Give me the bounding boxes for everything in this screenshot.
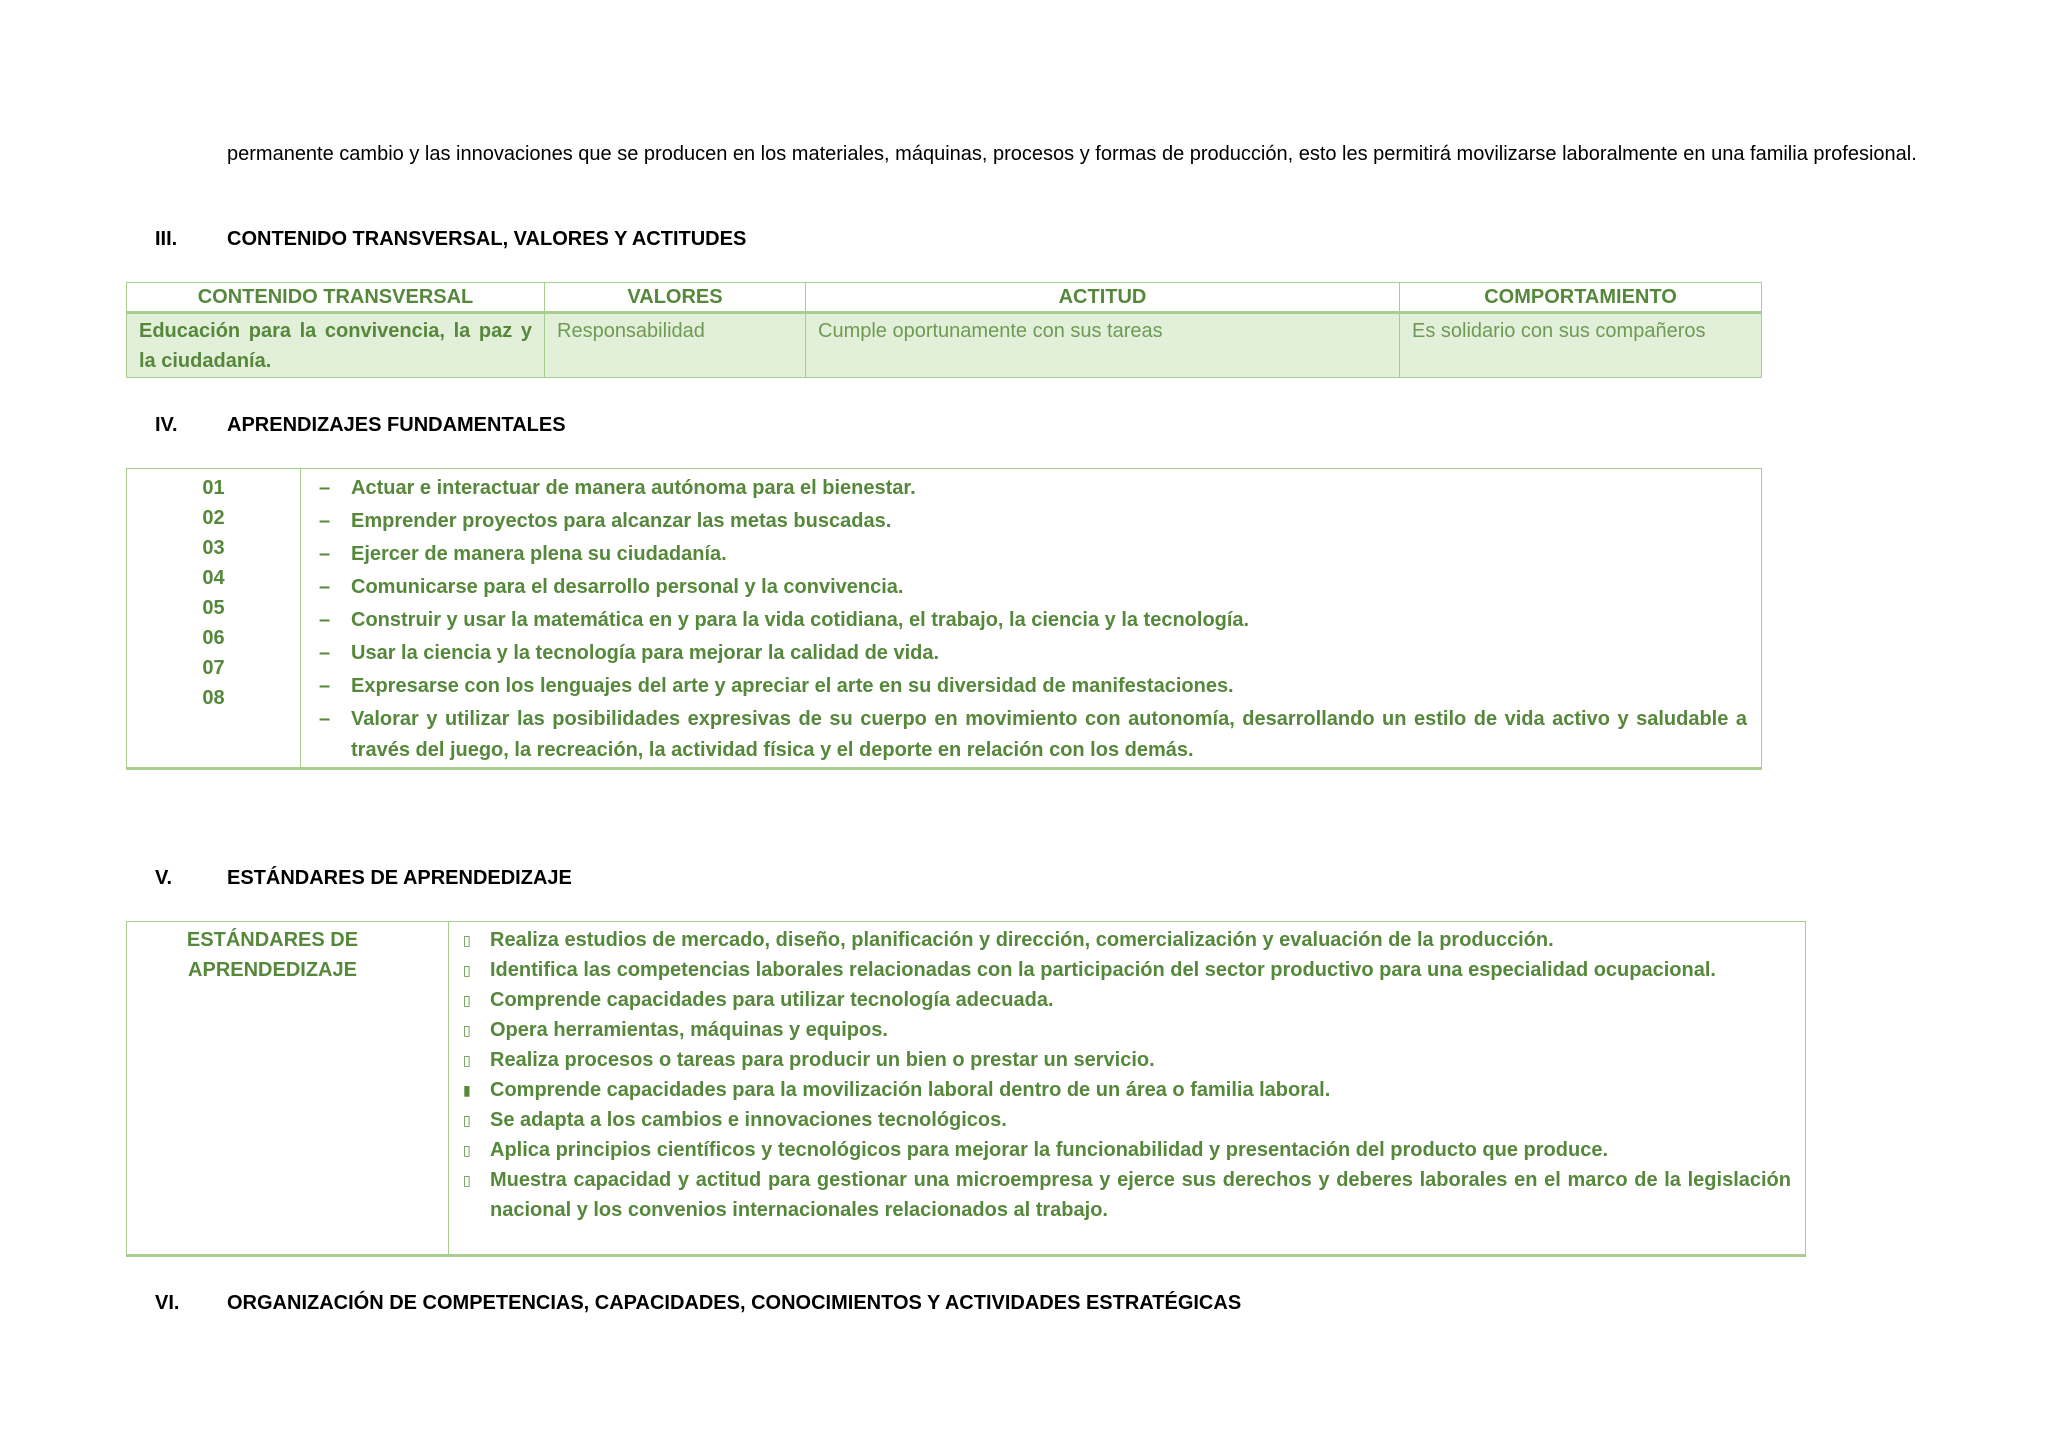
estandares-label-cell (127, 922, 449, 1254)
dash-bullet-icon: – (319, 609, 331, 631)
number-07: 07 (202, 657, 225, 679)
estandares-label: ESTÁNDARES DE APRENDEDIZAJE (186, 929, 359, 981)
aprendizajes-numbers (127, 469, 301, 767)
section-6-heading (155, 1289, 1241, 1317)
dash-bullet-icon: – (319, 510, 331, 532)
section-3-number: III. (155, 227, 178, 250)
square-bullet-icon: ▯ (463, 1142, 471, 1158)
list-item: ▮ Comprende capacidades para la movilización laboral dentro de un área o familia laboral. (463, 1075, 1791, 1105)
cell-actitud: Cumple oportunamente con sus tareas (806, 314, 1400, 377)
header-actitud: ACTITUD (806, 283, 1400, 311)
number-08: 08 (202, 687, 225, 709)
dash-bullet-icon: – (319, 576, 331, 598)
list-item: – Ejercer de manera plena su ciudadanía. (319, 539, 1747, 570)
square-bullet-icon: ▯ (463, 992, 471, 1008)
list-item: – Valorar y utilizar las posibilidades expresivas de su cuerpo en movimiento con autonomía, desarrollando un estilo de vida activo y saludable a través del juego, la recreación, la actividad física y el deporte en relación con los demás. (319, 704, 1747, 766)
square-bullet-icon: ▯ (463, 1052, 471, 1068)
list-item: ▯ Se adapta a los cambios e innovaciones tecnológicos. (463, 1105, 1791, 1135)
section-3-title: CONTENIDO TRANSVERSAL, VALORES Y ACTITUDES (227, 227, 747, 250)
section-3-heading (155, 225, 746, 253)
list-item: ▯ Identifica las competencias laborales relacionadas con la participación del sector productivo para una especialidad ocupacional. (463, 955, 1791, 985)
list-item: ▯ Realiza procesos o tareas para producir un bien o prestar un servicio. (463, 1045, 1791, 1075)
aprendizajes-list (319, 473, 1747, 768)
dash-bullet-icon: – (319, 642, 331, 664)
square-bullet-icon: ▯ (463, 1112, 471, 1128)
estandares-table (126, 921, 1806, 1257)
intro-paragraph: permanente cambio y las innovaciones que se producen en los materiales, máquinas, procesos y formas de producción, esto les permitirá movilizarse laboralmente en una familia profesional. (227, 143, 1917, 165)
section-5-title: ESTÁNDARES DE APRENDEDIZAJE (227, 866, 572, 889)
square-bullet-icon: ▯ (463, 962, 471, 978)
transversal-table (126, 282, 1762, 378)
header-comportamiento: COMPORTAMIENTO (1484, 285, 1677, 308)
list-item: ▯ Realiza estudios de mercado, diseño, planificación y dirección, comercialización y evaluación de la producción. (463, 925, 1791, 955)
number-05: 05 (202, 597, 225, 619)
cell-valores: Responsabilidad (545, 314, 806, 377)
cell-comportamiento: Es solidario con sus compañeros (1412, 320, 1706, 342)
square-bullet-icon: ▯ (463, 1172, 471, 1188)
estandares-list (463, 925, 1791, 1225)
section-6-number: VI. (155, 1291, 180, 1314)
number-04: 04 (202, 567, 225, 589)
list-item: ▯ Aplica principios científicos y tecnológicos para mejorar la funcionabilidad y presentación del producto que produce. (463, 1135, 1791, 1165)
list-item: ▯ Muestra capacidad y actitud para gestionar una microempresa y ejerce sus derechos y deberes laborales en el marco de la legislación nacional y los convenios internacionales relacionados al trabajo. (463, 1165, 1791, 1225)
square-bullet-icon: ▯ (463, 1022, 471, 1038)
dash-bullet-icon: – (319, 708, 331, 730)
list-item: – Expresarse con los lenguajes del arte y apreciar el arte en su diversidad de manifestaciones. (319, 671, 1747, 702)
header-contenido: CONTENIDO TRANSVERSAL (127, 283, 545, 311)
section-4-number: IV. (155, 413, 178, 436)
number-02: 02 (202, 507, 225, 529)
number-03: 03 (202, 537, 225, 559)
aprendizajes-table (126, 468, 1762, 770)
list-item: – Comunicarse para el desarrollo personal y la convivencia. (319, 572, 1747, 603)
section-5-number: V. (155, 866, 173, 889)
transversal-table-header (127, 283, 1761, 314)
dash-bullet-icon: – (319, 675, 331, 697)
list-item: ▯ Comprende capacidades para utilizar tecnología adecuada. (463, 985, 1791, 1015)
dash-bullet-icon: – (319, 543, 331, 565)
transversal-table-row (127, 314, 1761, 377)
section-5-heading (155, 864, 572, 892)
square-bullet-icon: ▮ (463, 1082, 471, 1098)
square-bullet-icon: ▯ (463, 932, 471, 948)
dash-bullet-icon: – (319, 477, 331, 499)
number-01: 01 (202, 477, 225, 499)
header-valores: VALORES (545, 283, 806, 311)
section-4-title: APRENDIZAJES FUNDAMENTALES (227, 413, 566, 436)
cell-contenido: Educación para la convivencia, la paz y la ciudadanía. (127, 314, 545, 377)
section-4-heading (155, 411, 566, 439)
number-06: 06 (202, 627, 225, 649)
list-item: – Usar la ciencia y la tecnología para mejorar la calidad de vida. (319, 638, 1747, 669)
list-item: – Construir y usar la matemática en y para la vida cotidiana, el trabajo, la ciencia y la tecnología. (319, 605, 1747, 636)
list-item: – Actuar e interactuar de manera autónoma para el bienestar. (319, 473, 1747, 504)
list-item: – Emprender proyectos para alcanzar las metas buscadas. (319, 506, 1747, 537)
list-item: ▯ Opera herramientas, máquinas y equipos. (463, 1015, 1791, 1045)
section-6-title: ORGANIZACIÓN DE COMPETENCIAS, CAPACIDADES, CONOCIMIENTOS Y ACTIVIDADES ESTRATÉGICAS (227, 1291, 1242, 1314)
